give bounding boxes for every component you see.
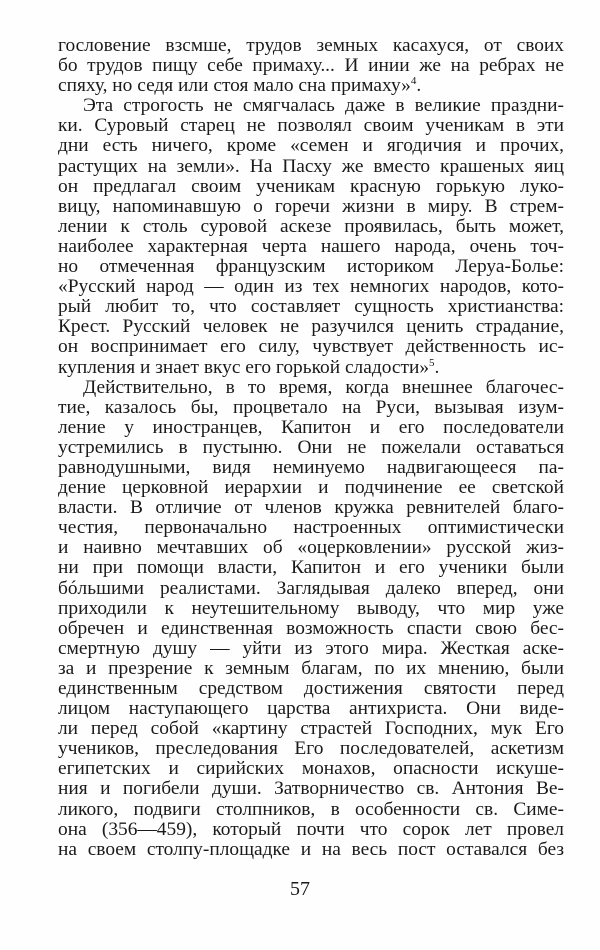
text-line — [58, 739, 564, 759]
line-text: обречен и единственная возможность спасти свою бес- — [58, 617, 564, 639]
line-text: Крест. Русский человек не разучился ценить страдание, — [58, 316, 564, 338]
page-number: 57 — [290, 878, 310, 900]
line-text: Действительно, в то время, когда внешнее благочес- — [83, 376, 564, 398]
line-text: «Русский народ — один из тех немногих народов, кото- — [58, 276, 564, 298]
text-line — [58, 599, 564, 619]
text-line — [58, 458, 564, 478]
text-line — [58, 779, 564, 799]
line-text: власти. В отличие от членов кружка ревнителей благо- — [58, 497, 564, 519]
line-text: она (356—459), который почти что сорок лет провел — [58, 818, 564, 840]
text-line — [58, 317, 564, 337]
text-line — [58, 116, 564, 136]
line-text: ния и погибели души. Затворничество св. Антония Ве- — [58, 778, 564, 800]
text-line — [58, 157, 564, 177]
line-text: спяху, но седя или стоя мало сна примаху» — [58, 75, 411, 97]
text-line — [58, 478, 564, 498]
text-line — [58, 197, 564, 217]
text-line — [58, 297, 564, 317]
line-text: он воспринимает его силу, чувствует действенность ис- — [58, 336, 564, 358]
line-text: тие, казалось бы, процветало на Руси, вызывая изум- — [58, 396, 564, 418]
line-text: на своем столпу-площадке и на весь пост оставался без — [58, 838, 564, 860]
line-text: ление у иностранцев, Капитон и его последователи — [58, 416, 564, 438]
text-line — [58, 56, 564, 76]
line-text: равнодушными, видя неминуемо надвигающееся па- — [58, 456, 564, 478]
text-line — [58, 136, 564, 156]
paragraph-start-line — [58, 378, 564, 398]
text-line — [58, 217, 564, 237]
line-text: Эта строгость не смягчалась даже в великие праздни- — [83, 95, 564, 117]
text-line — [58, 558, 564, 578]
line-punctuation: . — [416, 75, 422, 97]
footnote-marker: 4 — [410, 75, 417, 88]
line-text: египетских и сирийских монахов, опасности искуше- — [58, 758, 564, 780]
text-line — [58, 759, 564, 779]
line-text: приходили к неутешительному выводу, что мир уже — [58, 597, 564, 619]
line-text: единственным средством достижения святости перед — [58, 678, 564, 699]
text-line — [58, 800, 564, 820]
line-text: купления и знает вкус его горькой сладости» — [58, 356, 430, 378]
line-punctuation: . — [434, 356, 440, 378]
text-line — [58, 36, 564, 56]
line-text: дни есть ничего, кроме «семен и ягодичия и прочих, — [58, 135, 564, 157]
line-text: учеников, преследования Его последователей, аскетизм — [58, 738, 564, 760]
line-text: дение церковной иерархии и подчинение ее светской — [58, 477, 564, 499]
text-line — [58, 538, 564, 558]
text-line — [58, 438, 564, 458]
line-text: наиболее характерная черта нашего народа, очень точ- — [58, 235, 564, 257]
line-text: бо трудов пищу себе примаху... И инии же на ребрах не — [58, 55, 564, 77]
text-line — [58, 659, 564, 679]
line-text: гословение взсмше, трудов земных касахуся, от своих — [58, 35, 564, 56]
line-text: бóльшими реалистами. Заглядывая далеко вперед, они — [58, 577, 564, 599]
line-text: ки. Суровый старец не позволял своим ученикам в эти — [58, 115, 564, 137]
line-text: вицу, напоминавшую о горечи жизни в миру. В стрем- — [58, 195, 564, 217]
line-text: за и презрение к земным благам, по их мнению, были — [58, 657, 564, 679]
text-line — [58, 719, 564, 739]
text-line — [58, 177, 564, 197]
text-line — [58, 237, 564, 257]
text-line — [58, 518, 564, 538]
line-text: рый любит то, что составляет сущность христианства: — [58, 296, 564, 318]
text-line — [58, 418, 564, 438]
text-line — [58, 679, 564, 699]
line-text: лении к столь суровой аскезе проявилась, быть может, — [58, 215, 564, 237]
text-line — [58, 498, 564, 518]
line-text: устремились в пустыню. Они не пожелали оставаться — [58, 436, 564, 458]
text-line — [58, 619, 564, 639]
line-text: но отмеченная французским историком Леруа-Болье: — [58, 256, 564, 278]
text-line — [58, 358, 564, 378]
body-text — [58, 36, 564, 860]
line-text: ликого, подвиги столпников, в особенности св. Симе- — [58, 798, 564, 820]
line-text: ни при помощи власти, Капитон и его ученики были — [58, 557, 564, 579]
text-line — [58, 699, 564, 719]
text-line — [58, 639, 564, 659]
line-text: и наивно мечтавших об «оцерковлении» русской жиз- — [58, 537, 564, 559]
text-line — [58, 579, 564, 599]
text-line — [58, 76, 564, 96]
text-line — [58, 277, 564, 297]
line-text: он предлагал своим ученикам красную горькую луко- — [58, 175, 564, 197]
line-text: лицом наступающего царства антихриста. Они виде- — [58, 698, 564, 720]
paragraph-start-line — [58, 96, 564, 116]
line-text: смертную душу — уйти из этого мира. Жесткая аске- — [58, 637, 564, 659]
line-text: ли перед собой «картину страстей Господних, мук Его — [58, 718, 564, 740]
text-line — [58, 337, 564, 357]
text-line — [58, 257, 564, 277]
text-line — [58, 840, 564, 860]
text-line — [58, 820, 564, 840]
line-text: растущих на земли». На Пасху же вместо крашеных яиц — [58, 155, 564, 177]
footnote-marker: 5 — [429, 356, 435, 369]
text-line — [58, 398, 564, 418]
line-text: честия, первоначально настроенных оптимистически — [58, 517, 564, 539]
